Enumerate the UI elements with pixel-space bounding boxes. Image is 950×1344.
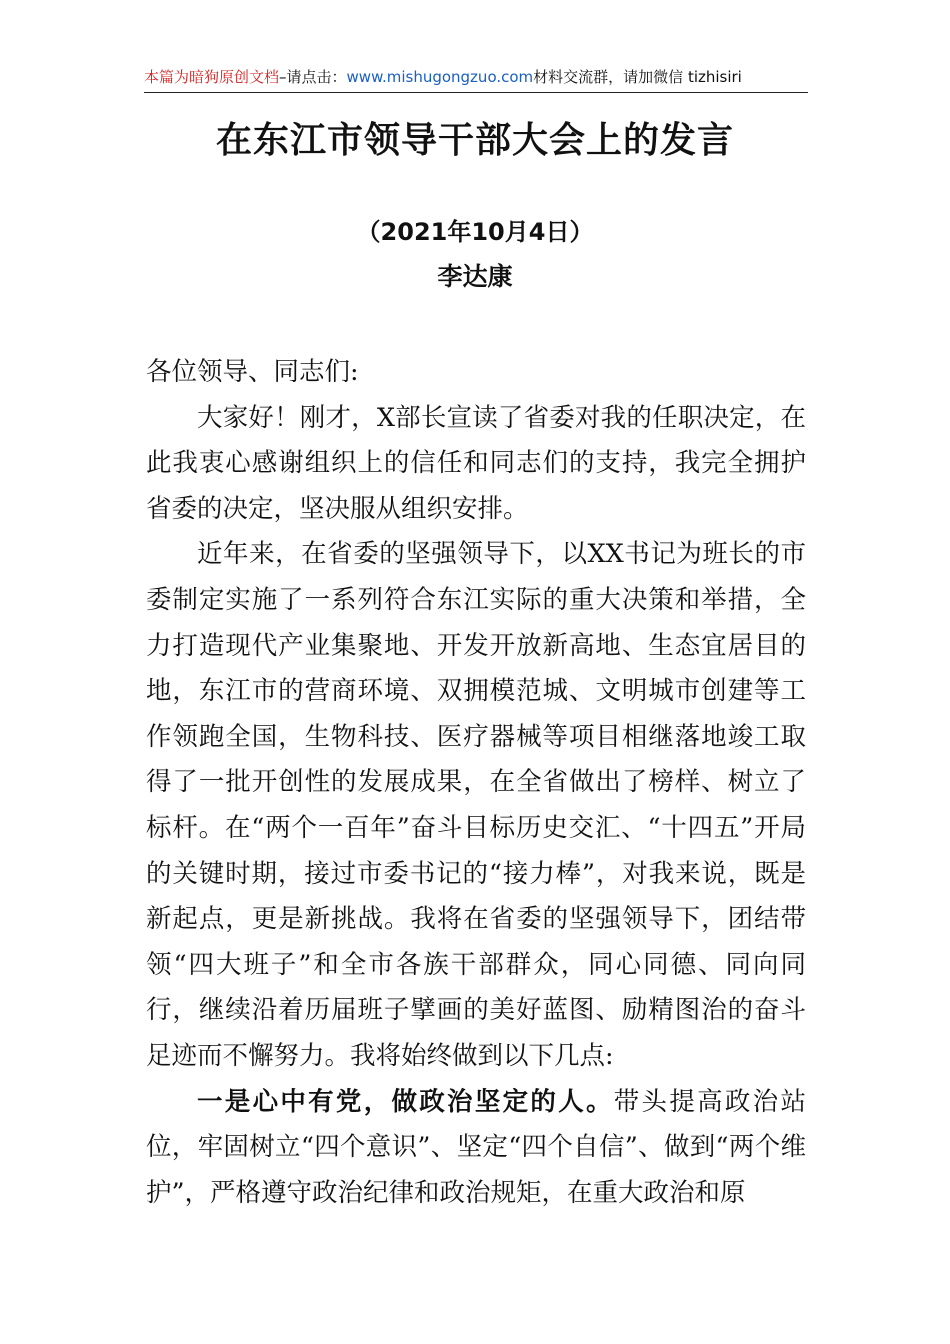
header-source-label: 本篇为暗狗原创文档 bbox=[144, 68, 280, 86]
header-click-prompt: –请点击： bbox=[279, 68, 347, 86]
salutation: 各位领导、同志们: bbox=[146, 357, 359, 387]
header-contact-text: 材料交流群，请加微信 tizhisiri bbox=[533, 68, 742, 86]
document-author: 李达康 bbox=[437, 262, 513, 291]
page-header bbox=[144, 66, 806, 88]
point-heading: 一是心中有党，做政治坚定的人。 bbox=[197, 1086, 614, 1117]
body-paragraph: 大家好！刚才，X部长宣读了省委对我的任职决定，在此我衷心感谢组织上的信任和同志们的支持，我完全拥护省委的决定，坚决服从组织安排。 bbox=[146, 402, 806, 524]
point-paragraph bbox=[146, 1080, 806, 1217]
header-divider bbox=[144, 92, 808, 93]
document-title: 在东江市领导干部大会上的发言 bbox=[215, 119, 734, 161]
header-website-link[interactable]: www.mishugongzuo.com bbox=[346, 68, 534, 86]
document-body bbox=[146, 350, 806, 1216]
point-text: 带头提高政治站位，牢固树立“四个意识”、坚定“四个自信”、做到“两个维护”，严格遵守政治纪律和政治规矩，在重大政治和原 bbox=[146, 1086, 806, 1208]
body-paragraph: 近年来，在省委的坚强领导下，以XX书记为班长的市委制定实施了一系列符合东江实际的重大决策和举措，全力打造现代产业集聚地、开发开放新高地、生态宜居目的地，东江市的营商环境、双拥模范城、文明城市创建等工作领跑全国，生物科技、医疗器械等项目相继落地竣工取得了一批开创性的发展成果，在全省做出了榜样、树立了标杆。在“两个一百年”奋斗目标历史交汇、“十四五”开局的关键时期，接过市委书记的“接力棒”，对我来说，既是新起点，更是新挑战。我将在省委的坚强领导下，团结带领“四大班子”和全市各族干部群众，同心同德、同向同行，继续沿着历届班子擘画的美好蓝图、励精图治的奋斗足迹而不懈努力。我将始终做到以下几点: bbox=[146, 539, 806, 1071]
document-date: （2021年10月4日） bbox=[356, 218, 594, 246]
